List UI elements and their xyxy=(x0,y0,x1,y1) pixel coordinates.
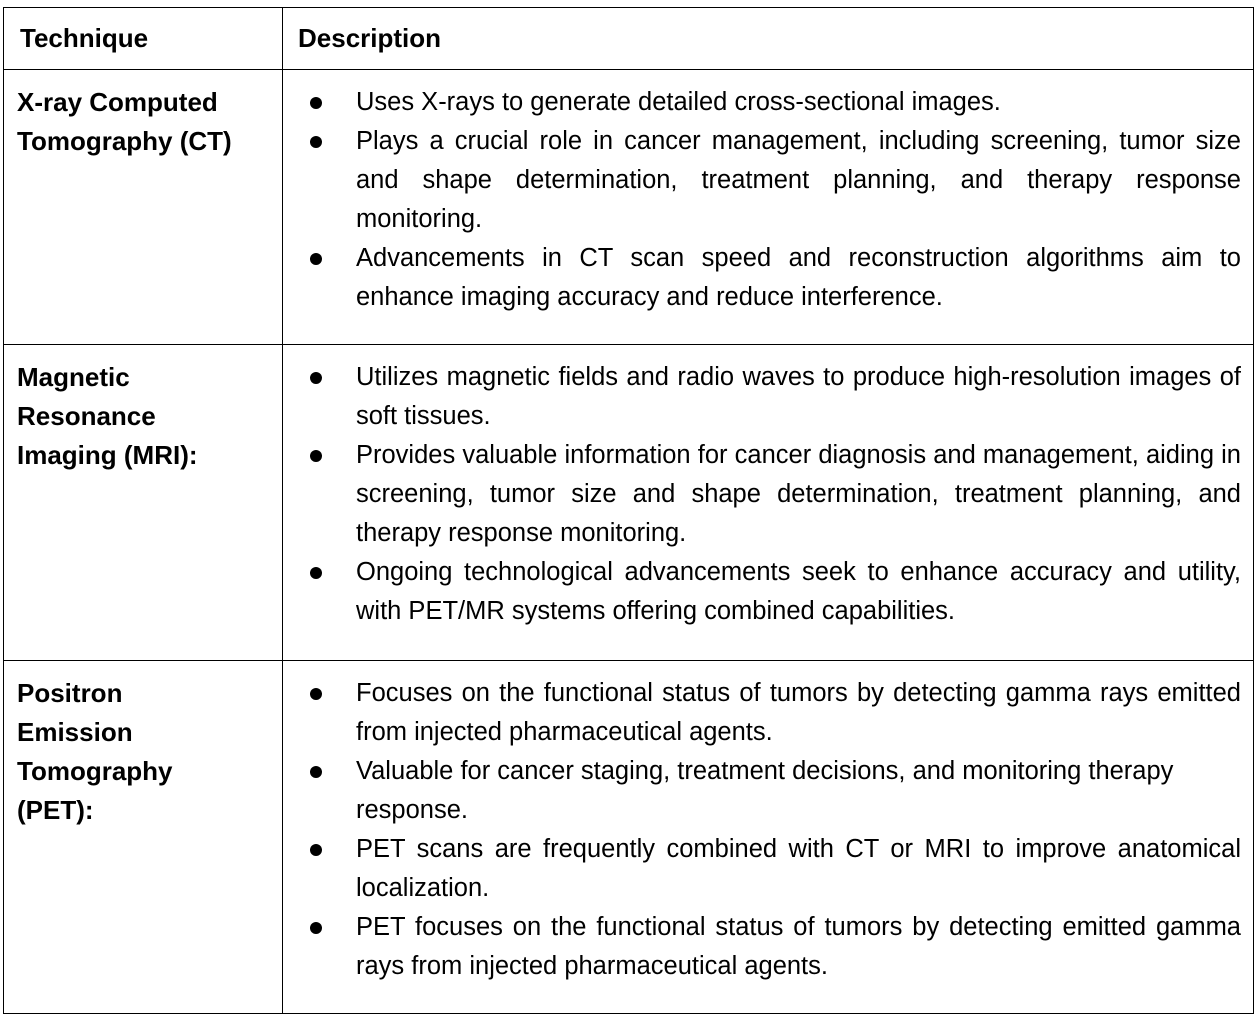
bullet-text: Ongoing technological advancements seek to enhance accuracy and utility, with PET/MR systems offering combined capabilities. xyxy=(356,558,1241,625)
bullet-dot-icon xyxy=(310,97,322,109)
bullet-text: Provides valuable information for cancer diagnosis and management, aiding in screening, tumor size and shape determination, treatment planning, and therapy response monitoring. xyxy=(356,441,1241,547)
bullet-item xyxy=(283,122,1241,239)
bullet-dot-icon xyxy=(310,688,322,700)
bullet-text: Utilizes magnetic fields and radio waves to produce high-resolution images of soft tissues. xyxy=(356,363,1241,430)
bullet-item xyxy=(283,436,1241,553)
technique-name-line: Emission xyxy=(17,717,133,747)
table-row-mri xyxy=(4,345,1254,661)
bullet-item xyxy=(283,83,1241,122)
bullet-text: Advancements in CT scan speed and reconstruction algorithms aim to enhance imaging accuracy and reduce interference. xyxy=(356,244,1241,311)
technique-name-line: Positron xyxy=(17,678,123,708)
bullet-dot-icon xyxy=(310,136,322,148)
bullet-item xyxy=(283,553,1241,631)
bullet-dot-icon xyxy=(310,450,322,462)
description-cell-ct xyxy=(283,70,1254,345)
technique-cell-pet xyxy=(4,661,283,1014)
technique-name-line: Tomography xyxy=(17,756,173,786)
bullet-dot-icon xyxy=(310,253,322,265)
bullet-dot-icon xyxy=(310,567,322,579)
technique-name-line: (PET): xyxy=(17,795,94,825)
bullet-text: Uses X-rays to generate detailed cross-sectional images. xyxy=(356,88,1001,116)
header-technique: Technique xyxy=(4,8,283,70)
bullet-text: PET scans are frequently combined with CT or MRI to improve anatomical localization. xyxy=(356,835,1241,902)
bullet-dot-icon xyxy=(310,844,322,856)
header-description: Description xyxy=(283,8,1254,70)
bullet-list xyxy=(283,358,1241,631)
bullet-list xyxy=(283,83,1241,317)
bullet-item xyxy=(283,239,1241,317)
bullet-dot-icon xyxy=(310,922,322,934)
technique-name-line: Resonance xyxy=(17,401,156,431)
table-row-ct xyxy=(4,70,1254,345)
table-header-row xyxy=(4,8,1254,70)
bullet-list xyxy=(283,674,1241,986)
description-cell-mri xyxy=(283,345,1254,661)
bullet-item xyxy=(283,752,1241,830)
technique-name-line: Magnetic xyxy=(17,362,130,392)
bullet-text: Focuses on the functional status of tumors by detecting gamma rays emitted from injected pharmaceutical agents. xyxy=(356,679,1241,746)
bullet-item xyxy=(283,908,1241,986)
technique-cell-ct xyxy=(4,70,283,345)
technique-name-line: Imaging (MRI): xyxy=(17,440,198,470)
bullet-dot-icon xyxy=(310,766,322,778)
bullet-dot-icon xyxy=(310,372,322,384)
description-cell-pet xyxy=(283,661,1254,1014)
bullet-text: PET focuses on the functional status of tumors by detecting emitted gamma rays from injected pharmaceutical agents. xyxy=(356,913,1241,980)
bullet-text: Valuable for cancer staging, treatment decisions, and monitoring therapy response. xyxy=(356,757,1174,824)
bullet-text: Plays a crucial role in cancer management, including screening, tumor size and shape determination, treatment planning, and therapy response monitoring. xyxy=(356,127,1241,233)
technique-name-line: Tomography (CT) xyxy=(17,126,232,156)
technique-cell-mri xyxy=(4,345,283,661)
bullet-item xyxy=(283,674,1241,752)
bullet-item xyxy=(283,358,1241,436)
imaging-techniques-table xyxy=(3,7,1254,1014)
table-row-pet xyxy=(4,661,1254,1014)
bullet-item xyxy=(283,830,1241,908)
technique-name-line: X-ray Computed xyxy=(17,87,218,117)
